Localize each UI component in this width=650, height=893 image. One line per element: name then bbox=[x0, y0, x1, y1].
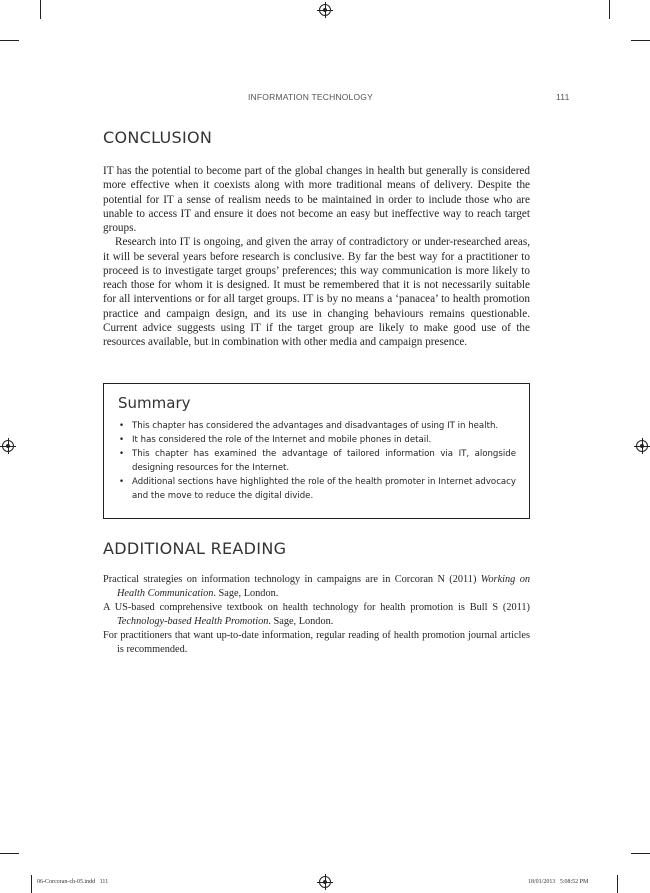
slug-filename: 06-Corcoran-ch-05.indd 111 bbox=[37, 879, 109, 885]
reference-title: Working on Health Communication bbox=[117, 574, 530, 599]
reference-text: A US-based comprehensive textbook on health technology for health promotion is Bull S (2011) bbox=[103, 602, 530, 613]
summary-heading: Summary bbox=[118, 394, 191, 412]
registration-mark-icon bbox=[319, 876, 331, 888]
list-item: • This chapter has examined the advantage of tailored information via IT, alongside designing resources for the Internet. bbox=[118, 447, 516, 475]
summary-list bbox=[118, 419, 516, 503]
registration-mark-icon bbox=[2, 440, 14, 452]
crop-mark bbox=[609, 0, 610, 19]
crop-mark bbox=[40, 0, 41, 19]
crop-mark bbox=[617, 875, 618, 893]
reference-title: Technology-based Health Promotion bbox=[117, 616, 269, 627]
slug-timestamp: 18/01/2013 5:08:52 PM bbox=[528, 879, 589, 885]
conclusion-body bbox=[103, 164, 530, 349]
reference-item bbox=[103, 601, 530, 629]
conclusion-heading: CONCLUSION bbox=[103, 128, 213, 147]
list-item: • It has considered the role of the Internet and mobile phones in detail. bbox=[118, 433, 516, 447]
reference-text: For practitioners that want up-to-date information, regular reading of health promotion journal articles is recommended. bbox=[103, 630, 530, 655]
reference-text: . Sage, London. bbox=[268, 616, 334, 627]
crop-mark bbox=[631, 853, 650, 854]
reference-text: Practical strategies on information technology in campaigns are in Corcoran N (2011) bbox=[103, 574, 481, 585]
summary-box bbox=[103, 383, 530, 519]
reference-item bbox=[103, 573, 530, 601]
paragraph: IT has the potential to become part of the global changes in health but generally is considered more effective when it coexists along with more traditional means of delivery. Despite the potential for IT a sense of realism needs to be maintained in order to include those who are unable to access IT and ensure it does not become an easy but ineffective way to reach target groups. bbox=[103, 165, 530, 234]
reference-text: . Sage, London. bbox=[213, 588, 279, 599]
list-item: • This chapter has considered the advantages and disadvantages of using IT in health. bbox=[118, 419, 516, 433]
crop-mark bbox=[631, 40, 650, 41]
crop-mark bbox=[31, 875, 32, 893]
list-item: • Additional sections have highlighted the role of the health promoter in Internet advocacy and the move to reduce the digital divide. bbox=[118, 475, 516, 503]
page-number: 111 bbox=[556, 92, 570, 102]
reference-item bbox=[103, 629, 530, 657]
reading-list bbox=[103, 573, 530, 657]
additional-reading-heading: ADDITIONAL READING bbox=[103, 539, 287, 558]
registration-mark-icon bbox=[319, 4, 331, 16]
running-head-title: INFORMATION TECHNOLOGY bbox=[248, 92, 373, 102]
registration-mark-icon bbox=[636, 440, 648, 452]
paragraph: Research into IT is ongoing, and given the array of contradictory or under-researched areas, it will be several years before research is conclusive. By far the best way for a practitioner to proceed is to investigate target groups’ preferences; this way communication is more likely to reach those for whom it is designed. It must be remembered that it is not necessarily suitable for all interventions or for all target groups. IT is by no means a ‘panacea’ to health promotion practice and campaign design, and its use in changing behaviours remains questionable. Current advice suggests using IT if the target group are likely to make good use of the resources available, but in combination with other media and campaign presence. bbox=[103, 236, 530, 348]
crop-mark bbox=[0, 853, 19, 854]
crop-mark bbox=[0, 40, 19, 41]
